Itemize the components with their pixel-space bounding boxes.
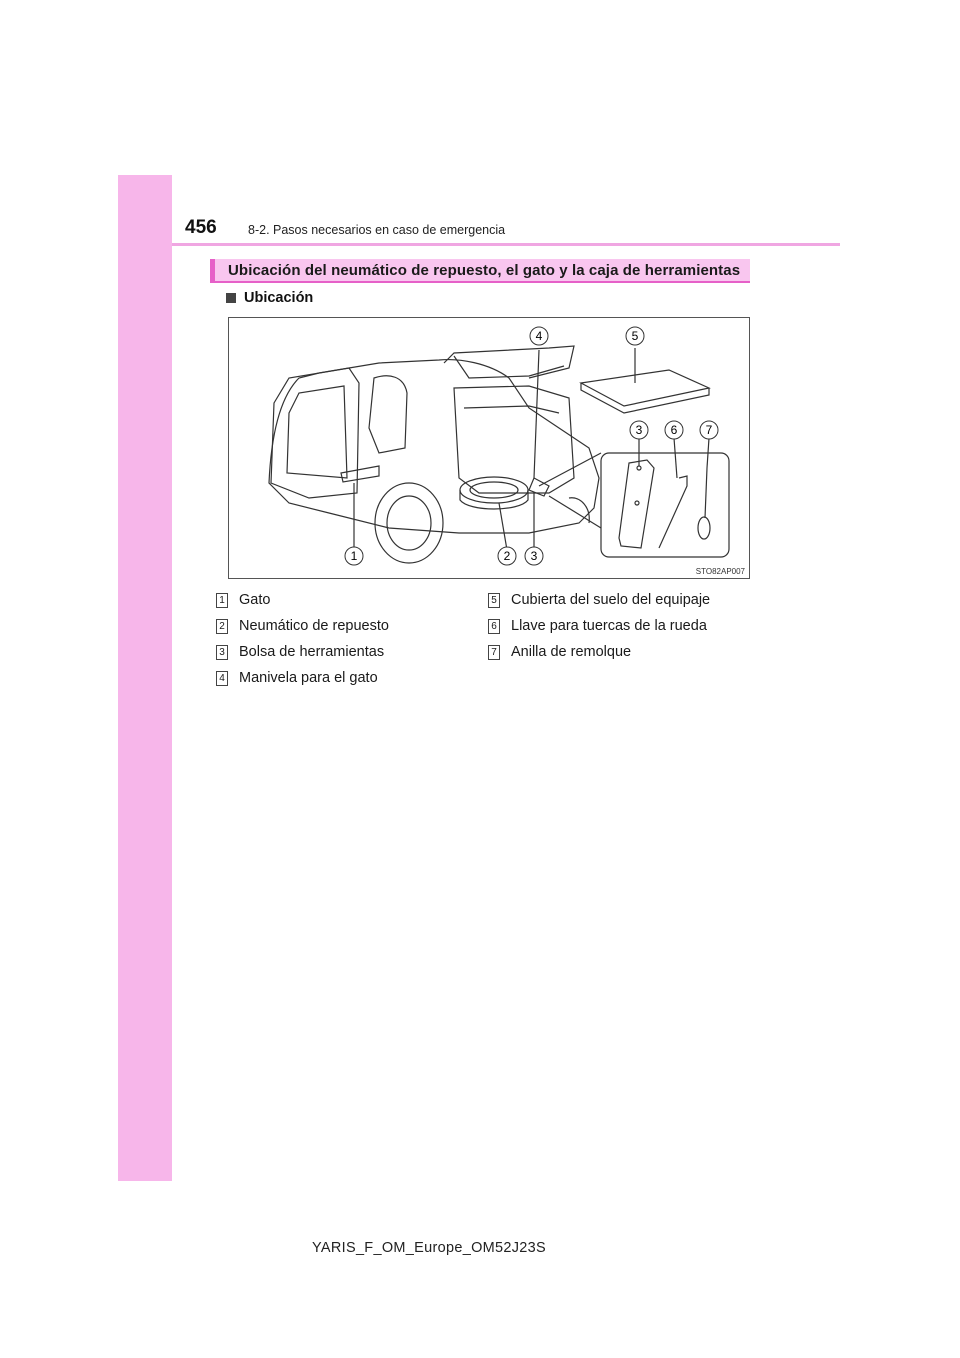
legend-number: 3: [216, 645, 228, 660]
legend-item: [216, 592, 270, 608]
legend-number: 6: [488, 619, 500, 634]
legend-number: 7: [488, 645, 500, 660]
legend-label: Neumático de repuesto: [239, 618, 389, 634]
side-tab-band: [118, 175, 172, 1181]
legend-item: [488, 618, 707, 634]
legend-label: Manivela para el gato: [239, 670, 378, 686]
document-footer: YARIS_F_OM_Europe_OM52J23S: [312, 1240, 547, 1256]
square-bullet-icon: [226, 293, 236, 303]
callout-6: 6: [670, 423, 678, 437]
header-rule: [172, 243, 840, 246]
legend-label: Gato: [239, 592, 271, 608]
legend-number: 5: [488, 593, 500, 608]
legend-label: Cubierta del suelo del equipaje: [511, 592, 711, 608]
section-heading-box: [210, 259, 750, 283]
legend-item: [216, 644, 384, 660]
figure-code: STO82AP007: [695, 567, 745, 576]
callout-2: 2: [503, 549, 511, 563]
section-heading: Ubicación del neumático de repuesto, el gato y la caja de herramientas: [228, 262, 741, 279]
callout-4: 4: [535, 329, 543, 343]
legend-item: [488, 644, 631, 660]
subheading: [226, 290, 313, 306]
legend-label: Llave para tuercas de la rueda: [511, 618, 707, 634]
callout-7: 7: [705, 423, 713, 437]
callout-5: 5: [631, 329, 639, 343]
callout-3: 3: [530, 549, 538, 563]
car-illustration: [229, 318, 751, 580]
legend-number: 1: [216, 593, 228, 608]
page-number: 456: [185, 217, 217, 238]
location-figure: [228, 317, 750, 579]
legend-label: Anilla de remolque: [511, 644, 632, 660]
section-title: 8-2. Pasos necesarios en caso de emergencia: [248, 223, 506, 237]
callout-3-inset: 3: [635, 423, 643, 437]
legend-label: Bolsa de herramientas: [239, 644, 385, 660]
legend-item: [488, 592, 710, 608]
legend-item: [216, 670, 378, 686]
legend-number: 4: [216, 671, 228, 686]
legend-item: [216, 618, 389, 634]
callout-1: 1: [350, 549, 358, 563]
subheading-text: Ubicación: [244, 290, 314, 306]
legend-number: 2: [216, 619, 228, 634]
